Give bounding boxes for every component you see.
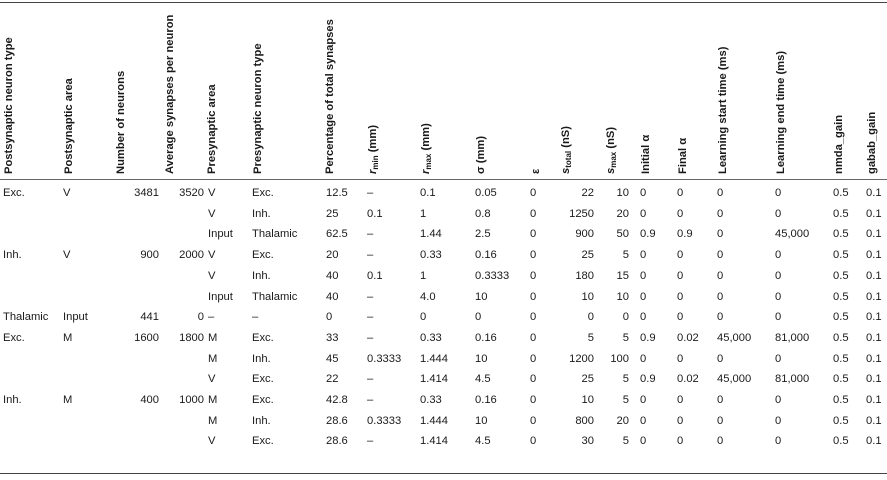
cell-gabab-gain: 0.1 bbox=[866, 187, 882, 199]
cell-pre-type: Inh. bbox=[252, 352, 271, 365]
cell-stotal: 1250 bbox=[569, 207, 594, 220]
cell-smax: 5 bbox=[622, 394, 629, 406]
cell-pre-type: Thalamic bbox=[252, 228, 298, 241]
cell-epsilon: 0 bbox=[530, 207, 537, 220]
cell-pre-type: Thalamic bbox=[252, 290, 298, 303]
cell-num-neurons: 1600 bbox=[134, 331, 159, 344]
cell-rmax: 0.1 bbox=[420, 187, 436, 199]
cell-pre-area: V bbox=[208, 373, 216, 386]
cell-smax: 0 bbox=[622, 311, 629, 324]
cell-initial-alpha: 0 bbox=[640, 269, 647, 282]
cell-learning-end: 81,000 bbox=[775, 331, 810, 344]
header-rmin bbox=[367, 125, 382, 174]
header-smax bbox=[605, 127, 620, 174]
cell-gabab-gain: 0.1 bbox=[866, 435, 882, 448]
cell-epsilon: 0 bbox=[530, 187, 537, 199]
cell-initial-alpha: 0 bbox=[640, 187, 647, 199]
cell-pre-type: Inh. bbox=[252, 207, 271, 220]
cell-stotal: 10 bbox=[581, 290, 594, 303]
cell-rmin: – bbox=[367, 331, 374, 344]
cell-initial-alpha: 0.9 bbox=[640, 228, 656, 241]
cell-rmin: 0.3333 bbox=[367, 414, 402, 427]
cell-pre-area: V bbox=[208, 187, 216, 199]
cell-sigma: 0.05 bbox=[475, 187, 497, 199]
cell-post-area: M bbox=[63, 394, 73, 406]
cell-rmax: 1 bbox=[420, 207, 427, 220]
cell-pct-synapses: 33 bbox=[326, 331, 339, 344]
header-average-synapses-per-neuron: Average synapses per neuron bbox=[164, 14, 176, 174]
cell-initial-alpha: 0 bbox=[640, 249, 647, 262]
cell-nmda-gain: 0.5 bbox=[833, 269, 849, 282]
cell-epsilon: 0 bbox=[530, 269, 537, 282]
header-presynaptic-neuron-type: Presynaptic neuron type bbox=[252, 43, 264, 174]
cell-sigma: 4.5 bbox=[475, 373, 491, 386]
cell-pre-area: Input bbox=[208, 228, 233, 241]
cell-rmax: 1.44 bbox=[420, 228, 442, 241]
cell-learning-end: 0 bbox=[775, 435, 782, 448]
header-stotal bbox=[560, 126, 575, 174]
cell-sigma: 0.16 bbox=[475, 394, 497, 406]
cell-initial-alpha: 0.9 bbox=[640, 373, 656, 386]
cell-pre-area: V bbox=[208, 269, 216, 282]
cell-smax: 5 bbox=[622, 435, 629, 448]
header-presynaptic-area: Presynaptic area bbox=[206, 84, 218, 174]
cell-nmda-gain: 0.5 bbox=[833, 394, 849, 406]
cell-pre-area: V bbox=[208, 249, 216, 262]
cell-nmda-gain: 0.5 bbox=[833, 207, 849, 220]
cell-pre-type: Exc. bbox=[252, 249, 274, 262]
cell-stotal: 0 bbox=[587, 311, 594, 324]
cell-sigma: 2.5 bbox=[475, 228, 491, 241]
cell-learning-start: 0 bbox=[717, 414, 724, 427]
cell-final-alpha: 0 bbox=[677, 269, 684, 282]
cell-initial-alpha: 0 bbox=[640, 394, 647, 406]
cell-sigma: 4.5 bbox=[475, 435, 491, 448]
cell-learning-start: 0 bbox=[717, 187, 724, 199]
cell-pre-type: Exc. bbox=[252, 373, 274, 386]
cell-final-alpha: 0 bbox=[677, 435, 684, 448]
cell-smax: 10 bbox=[616, 290, 629, 303]
cell-final-alpha: 0 bbox=[677, 414, 684, 427]
cell-rmin: – bbox=[367, 228, 374, 241]
cell-initial-alpha: 0.9 bbox=[640, 331, 656, 344]
cell-avg-synapses: 1800 bbox=[179, 331, 204, 344]
cell-final-alpha: 0 bbox=[677, 207, 684, 220]
cell-pre-type: Exc. bbox=[252, 435, 274, 448]
cell-pre-type: Inh. bbox=[252, 269, 271, 282]
cell-stotal: 25 bbox=[581, 373, 594, 386]
cell-rmin: – bbox=[367, 249, 374, 262]
cell-gabab-gain: 0.1 bbox=[866, 373, 882, 386]
bottom-rule bbox=[0, 473, 887, 474]
cell-pre-type: Exc. bbox=[252, 187, 274, 199]
cell-nmda-gain: 0.5 bbox=[833, 373, 849, 386]
cell-rmin: – bbox=[367, 311, 374, 324]
rmin-subscript: min bbox=[371, 155, 380, 170]
cell-pct-synapses: 0 bbox=[326, 311, 333, 324]
cell-rmax: 0.33 bbox=[420, 394, 442, 406]
cell-post-type: Exc. bbox=[3, 331, 25, 344]
cell-learning-start: 0 bbox=[717, 228, 724, 241]
cell-smax: 100 bbox=[610, 352, 629, 365]
header-final-alpha: Final α bbox=[677, 137, 689, 174]
header-rule bbox=[0, 179, 887, 180]
cell-post-type: Inh. bbox=[3, 249, 22, 262]
cell-smax: 5 bbox=[622, 373, 629, 386]
cell-smax: 15 bbox=[616, 269, 629, 282]
cell-smax: 10 bbox=[616, 187, 629, 199]
cell-final-alpha: 0 bbox=[677, 187, 684, 199]
cell-avg-synapses: 3520 bbox=[179, 187, 204, 199]
cell-gabab-gain: 0.1 bbox=[866, 269, 882, 282]
cell-initial-alpha: 0 bbox=[640, 207, 647, 220]
cell-gabab-gain: 0.1 bbox=[866, 249, 882, 262]
cell-learning-start: 0 bbox=[717, 249, 724, 262]
cell-avg-synapses: 2000 bbox=[179, 249, 204, 262]
cell-learning-end: 45,000 bbox=[775, 228, 810, 241]
header-percentage-of-total-synapses: Percentage of total synapses bbox=[324, 19, 336, 174]
cell-nmda-gain: 0.5 bbox=[833, 435, 849, 448]
stotal-subscript: total bbox=[564, 150, 573, 168]
cell-epsilon: 0 bbox=[530, 394, 537, 406]
cell-learning-start: 0 bbox=[717, 352, 724, 365]
cell-rmin: – bbox=[367, 394, 374, 406]
cell-learning-start: 45,000 bbox=[717, 331, 752, 344]
cell-pre-area: M bbox=[208, 352, 218, 365]
cell-nmda-gain: 0.5 bbox=[833, 249, 849, 262]
cell-gabab-gain: 0.1 bbox=[866, 311, 882, 324]
cell-nmda-gain: 0.5 bbox=[833, 228, 849, 241]
rmax-unit: (mm) bbox=[420, 123, 432, 154]
cell-epsilon: 0 bbox=[530, 331, 537, 344]
header-gabab-gain: gabab_gain bbox=[866, 111, 878, 174]
cell-learning-end: 81,000 bbox=[775, 373, 810, 386]
cell-final-alpha: 0 bbox=[677, 311, 684, 324]
cell-pct-synapses: 28.6 bbox=[326, 435, 348, 448]
cell-stotal: 1200 bbox=[569, 352, 594, 365]
cell-epsilon: 0 bbox=[530, 290, 537, 303]
cell-stotal: 800 bbox=[575, 414, 594, 427]
cell-sigma: 10 bbox=[475, 414, 488, 427]
cell-epsilon: 0 bbox=[530, 228, 537, 241]
cell-sigma: 0 bbox=[475, 311, 482, 324]
cell-rmin: 0.1 bbox=[367, 207, 383, 220]
cell-rmin: – bbox=[367, 435, 374, 448]
cell-sigma: 10 bbox=[475, 290, 488, 303]
header-postsynaptic-area: Postsynaptic area bbox=[63, 78, 75, 174]
cell-nmda-gain: 0.5 bbox=[833, 414, 849, 427]
cell-smax: 20 bbox=[616, 414, 629, 427]
cell-pre-area: V bbox=[208, 435, 216, 448]
cell-learning-end: 0 bbox=[775, 207, 782, 220]
cell-rmax: 0.33 bbox=[420, 249, 442, 262]
cell-gabab-gain: 0.1 bbox=[866, 331, 882, 344]
cell-pre-type: Exc. bbox=[252, 331, 274, 344]
cell-rmax: 1.414 bbox=[420, 373, 448, 386]
cell-num-neurons: 900 bbox=[140, 249, 159, 262]
cell-sigma: 0.3333 bbox=[475, 269, 510, 282]
header-number-of-neurons: Number of neurons bbox=[115, 70, 127, 174]
cell-gabab-gain: 0.1 bbox=[866, 290, 882, 303]
cell-rmax: 1.444 bbox=[420, 352, 448, 365]
rmax-symbol: r bbox=[420, 169, 432, 174]
rmax-subscript: max bbox=[424, 153, 433, 170]
cell-learning-end: 0 bbox=[775, 394, 782, 406]
cell-pre-type: Exc. bbox=[252, 394, 274, 406]
rmin-symbol: r bbox=[367, 169, 379, 174]
cell-pct-synapses: 25 bbox=[326, 207, 339, 220]
cell-post-area: V bbox=[63, 187, 71, 199]
cell-post-type: Inh. bbox=[3, 394, 22, 406]
rmin-unit: (mm) bbox=[367, 124, 379, 156]
cell-pct-synapses: 45 bbox=[326, 352, 339, 365]
cell-initial-alpha: 0 bbox=[640, 311, 647, 324]
cell-post-area: M bbox=[63, 331, 73, 344]
cell-stotal: 22 bbox=[581, 187, 594, 199]
cell-pre-area: M bbox=[208, 394, 218, 406]
cell-rmax: 1 bbox=[420, 269, 427, 282]
cell-initial-alpha: 0 bbox=[640, 435, 647, 448]
cell-pct-synapses: 40 bbox=[326, 269, 339, 282]
cell-epsilon: 0 bbox=[530, 414, 537, 427]
cell-initial-alpha: 0 bbox=[640, 290, 647, 303]
cell-sigma: 0.16 bbox=[475, 331, 497, 344]
cell-stotal: 180 bbox=[575, 269, 594, 282]
cell-learning-start: 45,000 bbox=[717, 373, 752, 386]
cell-final-alpha: 0 bbox=[677, 352, 684, 365]
cell-learning-start: 0 bbox=[717, 290, 724, 303]
header-rmax bbox=[420, 123, 435, 174]
cell-final-alpha: 0 bbox=[677, 290, 684, 303]
smax-unit: (nS) bbox=[605, 126, 617, 152]
cell-pct-synapses: 22 bbox=[326, 373, 339, 386]
cell-gabab-gain: 0.1 bbox=[866, 228, 882, 241]
cell-pct-synapses: 42.8 bbox=[326, 394, 348, 406]
cell-rmax: 0 bbox=[420, 311, 427, 324]
cell-learning-start: 0 bbox=[717, 435, 724, 448]
cell-learning-end: 0 bbox=[775, 187, 782, 199]
cell-pct-synapses: 62.5 bbox=[326, 228, 348, 241]
cell-avg-synapses: 1000 bbox=[179, 394, 204, 406]
cell-epsilon: 0 bbox=[530, 352, 537, 365]
cell-pre-area: M bbox=[208, 414, 218, 427]
cell-num-neurons: 441 bbox=[140, 311, 159, 324]
cell-smax: 5 bbox=[622, 249, 629, 262]
cell-nmda-gain: 0.5 bbox=[833, 352, 849, 365]
cell-pct-synapses: 20 bbox=[326, 249, 339, 262]
cell-initial-alpha: 0 bbox=[640, 414, 647, 427]
cell-pre-type: – bbox=[252, 311, 259, 324]
cell-smax: 50 bbox=[616, 228, 629, 241]
cell-pre-area: – bbox=[208, 311, 215, 324]
cell-rmin: 0.3333 bbox=[367, 352, 402, 365]
smax-subscript: max bbox=[609, 151, 618, 168]
cell-pct-synapses: 12.5 bbox=[326, 187, 348, 199]
header-epsilon: ε bbox=[530, 168, 542, 174]
cell-nmda-gain: 0.5 bbox=[833, 311, 849, 324]
cell-learning-end: 0 bbox=[775, 269, 782, 282]
stotal-unit: (nS) bbox=[560, 126, 572, 151]
cell-pct-synapses: 40 bbox=[326, 290, 339, 303]
cell-stotal: 25 bbox=[581, 249, 594, 262]
smax-symbol: s bbox=[605, 167, 617, 174]
cell-learning-end: 0 bbox=[775, 352, 782, 365]
cell-post-type: Exc. bbox=[3, 187, 25, 199]
cell-rmax: 4.0 bbox=[420, 290, 436, 303]
cell-post-type: Thalamic bbox=[3, 311, 49, 324]
cell-sigma: 0.16 bbox=[475, 249, 497, 262]
cell-stotal: 900 bbox=[575, 228, 594, 241]
header-learning-start-time: Learning start time (ms) bbox=[717, 46, 729, 174]
cell-gabab-gain: 0.1 bbox=[866, 207, 882, 220]
cell-epsilon: 0 bbox=[530, 249, 537, 262]
cell-learning-end: 0 bbox=[775, 290, 782, 303]
cell-stotal: 30 bbox=[581, 435, 594, 448]
cell-pre-area: M bbox=[208, 331, 218, 344]
cell-rmax: 0.33 bbox=[420, 331, 442, 344]
cell-smax: 5 bbox=[622, 331, 629, 344]
cell-final-alpha: 0.02 bbox=[677, 373, 699, 386]
header-initial-alpha: Initial α bbox=[640, 134, 652, 174]
cell-gabab-gain: 0.1 bbox=[866, 394, 882, 406]
header-sigma: σ (mm) bbox=[475, 135, 487, 174]
header-learning-end-time: Learning end time (ms) bbox=[775, 50, 787, 174]
cell-sigma: 10 bbox=[475, 352, 488, 365]
cell-learning-end: 0 bbox=[775, 311, 782, 324]
header-postsynaptic-neuron-type: Postsynaptic neuron type bbox=[3, 37, 15, 174]
cell-final-alpha: 0 bbox=[677, 394, 684, 406]
cell-initial-alpha: 0 bbox=[640, 352, 647, 365]
cell-pre-type: Inh. bbox=[252, 414, 271, 427]
cell-nmda-gain: 0.5 bbox=[833, 331, 849, 344]
cell-avg-synapses: 0 bbox=[197, 311, 204, 324]
cell-smax: 20 bbox=[616, 207, 629, 220]
cell-epsilon: 0 bbox=[530, 435, 537, 448]
cell-learning-start: 0 bbox=[717, 269, 724, 282]
cell-rmin: – bbox=[367, 373, 374, 386]
cell-stotal: 10 bbox=[581, 394, 594, 406]
cell-stotal: 5 bbox=[587, 331, 594, 344]
cell-rmin: – bbox=[367, 290, 374, 303]
cell-post-area: Input bbox=[63, 311, 88, 324]
cell-final-alpha: 0.02 bbox=[677, 331, 699, 344]
cell-rmax: 1.444 bbox=[420, 414, 448, 427]
header-nmda-gain: nmda_gain bbox=[833, 114, 845, 174]
cell-gabab-gain: 0.1 bbox=[866, 414, 882, 427]
cell-pre-area: V bbox=[208, 207, 216, 220]
top-rule bbox=[0, 2, 887, 3]
cell-num-neurons: 400 bbox=[140, 394, 159, 406]
cell-learning-start: 0 bbox=[717, 207, 724, 220]
cell-nmda-gain: 0.5 bbox=[833, 187, 849, 199]
cell-learning-start: 0 bbox=[717, 394, 724, 406]
cell-num-neurons: 3481 bbox=[134, 187, 159, 199]
cell-post-area: V bbox=[63, 249, 71, 262]
cell-epsilon: 0 bbox=[530, 311, 537, 324]
cell-rmin: 0.1 bbox=[367, 269, 383, 282]
cell-gabab-gain: 0.1 bbox=[866, 352, 882, 365]
cell-rmax: 1.414 bbox=[420, 435, 448, 448]
stotal-symbol: s bbox=[560, 167, 572, 174]
cell-pre-area: Input bbox=[208, 290, 233, 303]
cell-rmin: – bbox=[367, 187, 374, 199]
cell-nmda-gain: 0.5 bbox=[833, 290, 849, 303]
cell-epsilon: 0 bbox=[530, 373, 537, 386]
cell-final-alpha: 0 bbox=[677, 249, 684, 262]
cell-learning-end: 0 bbox=[775, 414, 782, 427]
cell-learning-end: 0 bbox=[775, 249, 782, 262]
cell-learning-start: 0 bbox=[717, 311, 724, 324]
cell-final-alpha: 0.9 bbox=[677, 228, 693, 241]
cell-pct-synapses: 28.6 bbox=[326, 414, 348, 427]
cell-sigma: 0.8 bbox=[475, 207, 491, 220]
